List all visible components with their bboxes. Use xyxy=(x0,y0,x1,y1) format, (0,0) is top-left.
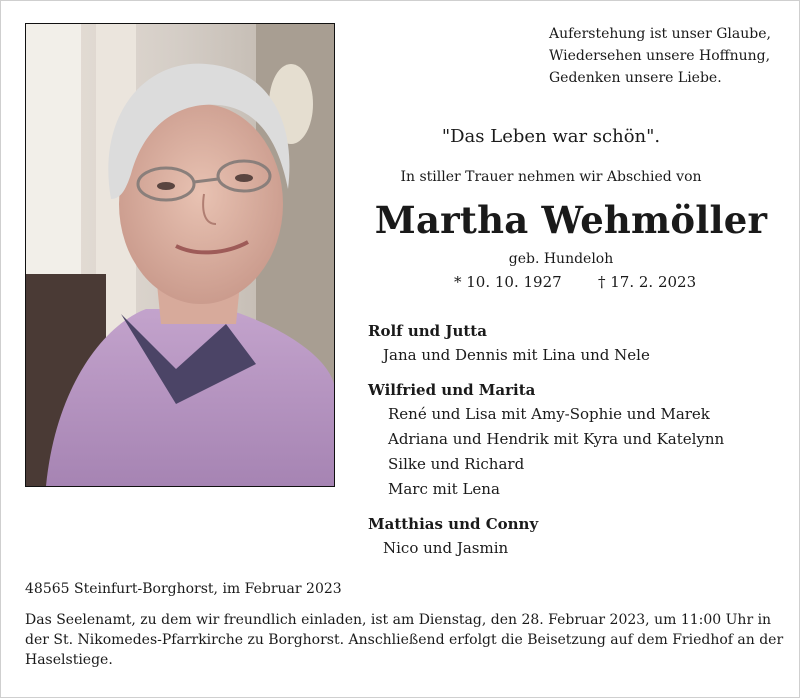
location-date: 48565 Steinfurt-Borghorst, im Februar 2023 xyxy=(25,581,342,597)
family-list xyxy=(368,319,724,571)
family-group xyxy=(368,512,724,561)
family-member: Jana und Dennis mit Lina und Nele xyxy=(383,346,650,364)
family-group xyxy=(368,378,724,502)
family-member: René und Lisa mit Amy-Sophie und Marek xyxy=(388,405,710,423)
birth-date: * 10. 10. 1927 xyxy=(454,273,562,291)
family-member: Adriana und Hendrik mit Kyra und Katelynn xyxy=(388,430,725,448)
quote: "Das Leben war schön". xyxy=(441,126,661,147)
motto-verse xyxy=(549,23,771,89)
death-date: † 17. 2. 2023 xyxy=(598,273,697,291)
family-group xyxy=(368,319,724,368)
family-head: Matthias und Conny xyxy=(368,515,539,533)
family-head: Rolf und Jutta xyxy=(368,322,487,340)
service-notice: Das Seelenamt, zu dem wir freundlich einladen, ist am Dienstag, den 28. Februar 2023, um 11:00 Uhr in der St. Nikomedes-Pfarrkirche zu Borghorst. Anschließend erfolgt die Beisetzung auf dem Friedhof an der Haselstiege. xyxy=(25,612,784,668)
maiden-name: geb. Hundeloh xyxy=(508,251,614,267)
family-head: Wilfried und Marita xyxy=(368,381,536,399)
deceased-name: Martha Wehmöller xyxy=(374,198,768,242)
family-member: Nico und Jasmin xyxy=(383,539,509,557)
motto-line: Auferstehung ist unser Glaube, xyxy=(549,26,771,42)
family-member: Marc mit Lena xyxy=(388,480,500,498)
intro-line: In stiller Trauer nehmen wir Abschied von xyxy=(400,169,702,185)
motto-line: Wiedersehen unsere Hoffnung, xyxy=(549,48,771,64)
motto-line: Gedenken unsere Liebe. xyxy=(549,70,722,86)
family-member: Silke und Richard xyxy=(388,455,525,473)
